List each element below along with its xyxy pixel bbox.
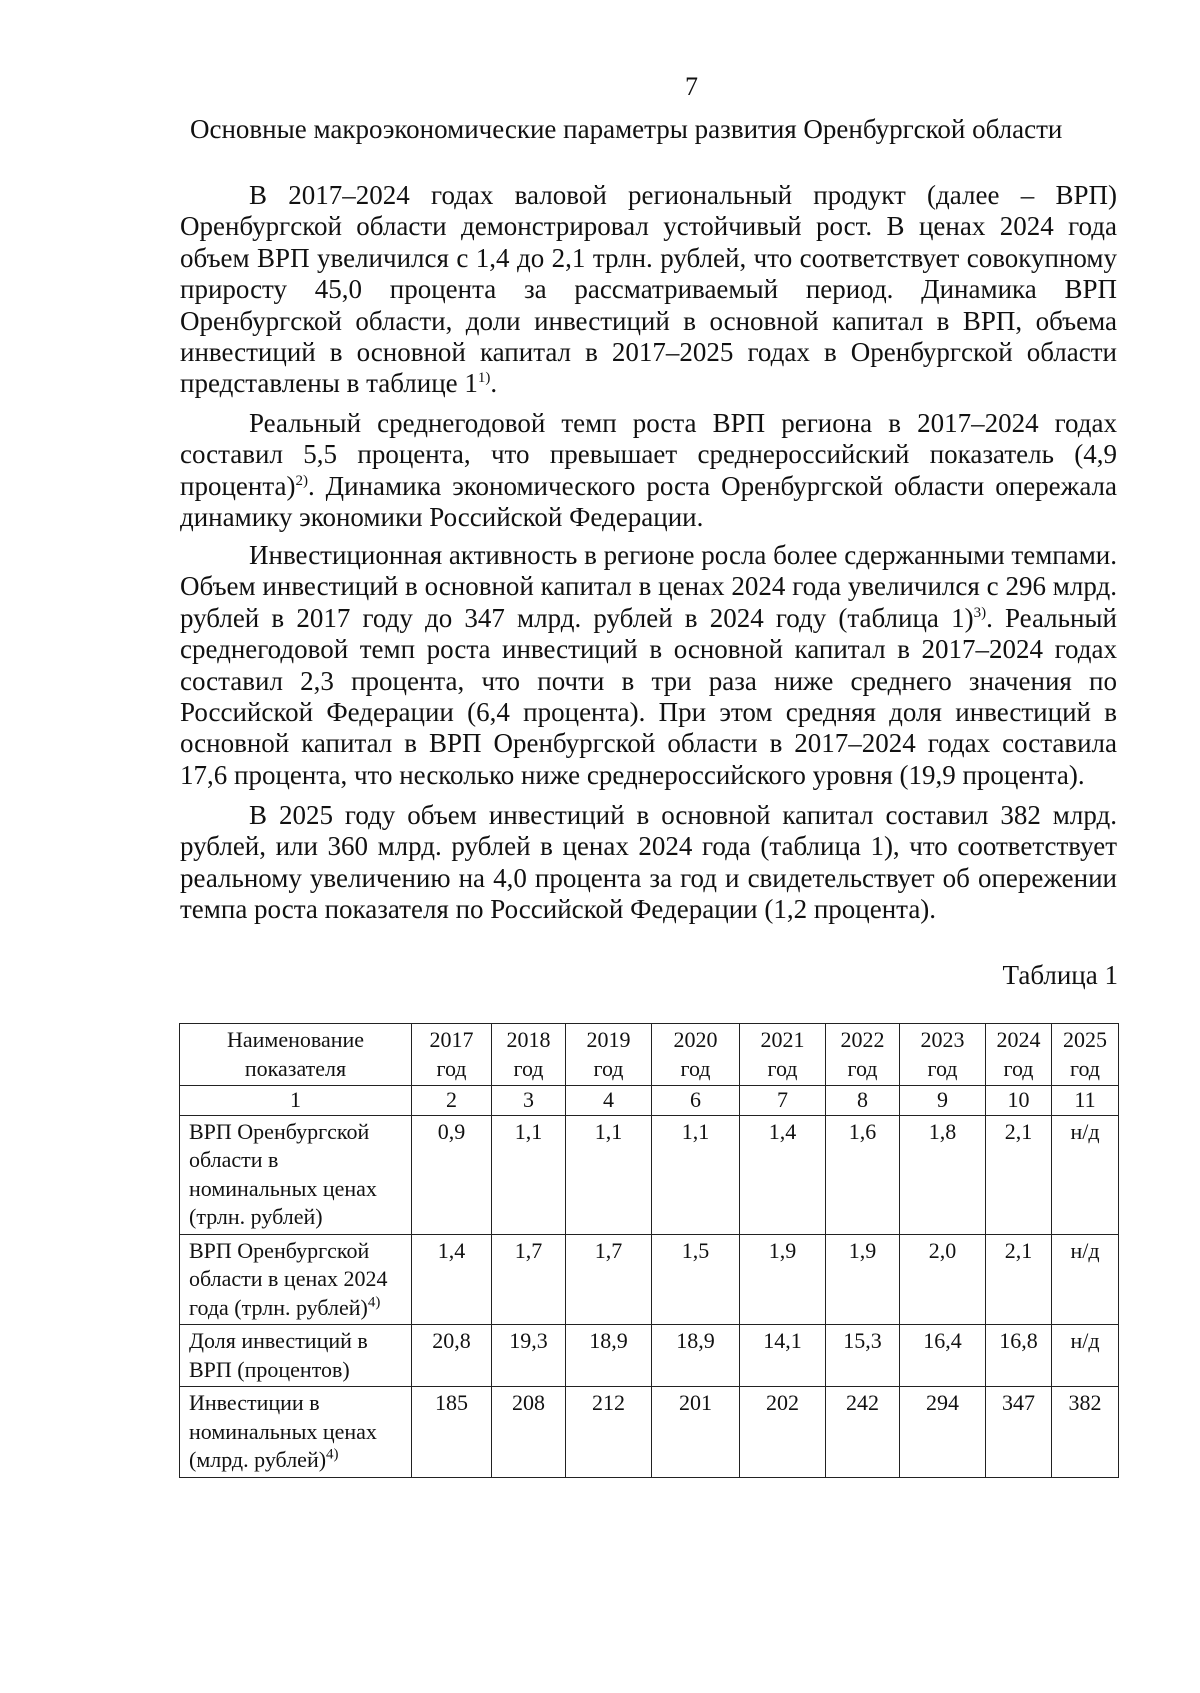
table-cell: 1,1 <box>652 1115 740 1234</box>
table-cell: н/д <box>1052 1234 1119 1325</box>
table-cell: 18,9 <box>652 1325 740 1387</box>
footnote-ref: 4) <box>326 1446 339 1463</box>
table-cell: 294 <box>900 1387 986 1478</box>
table-caption: Таблица 1 <box>1002 960 1118 990</box>
paragraph-text: Инвестиционная активность в регионе росла более сдержанными темпами. Объем инвестиций в основной капитал в ценах 2024 года увеличился с 296 млрд. рублей в 2017 году до 347 млрд. рублей в 2024 году (таблица 1) <box>180 540 1117 633</box>
header-cell-year: 2021 год <box>740 1024 826 1086</box>
column-number: 6 <box>652 1086 740 1116</box>
table-cell: 19,3 <box>492 1325 566 1387</box>
table-cell: н/д <box>1052 1115 1119 1234</box>
row-label <box>180 1234 412 1325</box>
table-cell: 1,1 <box>492 1115 566 1234</box>
footnote-ref: 2) <box>295 472 308 489</box>
table-cell: 202 <box>740 1387 826 1478</box>
header-cell-year: 2023 год <box>900 1024 986 1086</box>
footnote-ref: 4) <box>367 1294 381 1311</box>
header-cell-year: 2018 год <box>492 1024 566 1086</box>
table-cell: 2,1 <box>986 1234 1052 1325</box>
table-cell: 201 <box>652 1387 740 1478</box>
page-number: 7 <box>685 72 698 101</box>
table-cell: 16,8 <box>986 1325 1052 1387</box>
row-label <box>180 1387 412 1478</box>
header-cell-year: 2017 год <box>412 1024 492 1086</box>
row-label-text: ВРП Оренбургской области в ценах 2024 года (трлн. рублей) <box>189 1237 388 1320</box>
table-cell: 242 <box>826 1387 900 1478</box>
table-cell: 185 <box>412 1387 492 1478</box>
paragraph-1 <box>180 180 1117 400</box>
table-header-row <box>180 1024 1119 1086</box>
table-cell: 1,9 <box>826 1234 900 1325</box>
page-title: Основные макроэкономические параметры развития Оренбургской области <box>190 114 1063 144</box>
table-cell: 14,1 <box>740 1325 826 1387</box>
row-label-text: Инвестиции в номинальных ценах (млрд. рублей) <box>189 1390 377 1472</box>
column-number: 7 <box>740 1086 826 1116</box>
indicators-table <box>179 1023 1119 1478</box>
paragraph-2 <box>180 408 1117 534</box>
footnote-ref: 1) <box>477 370 491 387</box>
table-cell: 1,7 <box>492 1234 566 1325</box>
table-cell: 20,8 <box>412 1325 492 1387</box>
table-cell: 1,4 <box>740 1115 826 1234</box>
table-cell: 1,6 <box>826 1115 900 1234</box>
table-cell: 1,5 <box>652 1234 740 1325</box>
column-number: 10 <box>986 1086 1052 1116</box>
table-cell: 347 <box>986 1387 1052 1478</box>
column-number: 9 <box>900 1086 986 1116</box>
paragraph-3 <box>180 540 1117 791</box>
header-cell-name: Наименование показателя <box>180 1024 412 1086</box>
table-cell: 1,7 <box>566 1234 652 1325</box>
table-cell: 18,9 <box>566 1325 652 1387</box>
row-label <box>180 1325 412 1387</box>
table-row <box>180 1387 1119 1478</box>
table-cell: 16,4 <box>900 1325 986 1387</box>
table-row <box>180 1234 1119 1325</box>
table-cell: н/д <box>1052 1325 1119 1387</box>
row-label <box>180 1115 412 1234</box>
column-number: 3 <box>492 1086 566 1116</box>
table-row <box>180 1325 1119 1387</box>
paragraph-text: Реальный среднегодовой темп роста ВРП региона в 2017–2024 годах составил 5,5 процента, что превышает среднероссийский показатель (4,9 процента) <box>180 408 1117 501</box>
paragraph-text: В 2017–2024 годах валовой региональный продукт (далее – ВРП) Оренбургской области демонстрировал устойчивый рост. В ценах 2024 года объем ВРП увеличился с 1,4 до 2,1 трлн. рублей, что соответствует совокупному приросту 45,0 процента за рассматриваемый период. Динамика ВРП Оренбургской области, доли инвестиций в основной капитал в ВРП, объема инвестиций в основной капитал в 2017–2025 годах в Оренбургской области представлены в таблице 1 <box>180 180 1117 399</box>
paragraph-text: В 2025 году объем инвестиций в основной капитал составил 382 млрд. рублей, или 360 млрд. рублей в ценах 2024 года (таблица 1), что соответствует реальному увеличению на 4,0 процента за год и свидетельствует об опережении темпа роста показателя по Российской Федерации (1,2 процента). <box>180 800 1117 925</box>
paragraph-4 <box>180 800 1117 926</box>
paragraph-tail: . Динамика экономического роста Оренбургской области опережала динамику экономики Российской Федерации. <box>180 470 1117 533</box>
table-cell: 2,1 <box>986 1115 1052 1234</box>
header-cell-year: 2024 год <box>986 1024 1052 1086</box>
table-cell: 1,9 <box>740 1234 826 1325</box>
paragraph-tail: . Реальный среднегодовой темп роста инвестиций в основной капитал в 2017–2024 годах составил 2,3 процента, что почти в три раза ниже среднего значения по Российской Федерации (6,4 процента). При этом средняя доля инвестиций в основной капитал в ВРП Оренбургской области в 2017–2024 годах составила 17,6 процента, что несколько ниже среднероссийского уровня (19,9 процента). <box>180 602 1117 790</box>
table-cell: 1,8 <box>900 1115 986 1234</box>
table-cell: 208 <box>492 1387 566 1478</box>
table-cell: 212 <box>566 1387 652 1478</box>
table-cell: 1,1 <box>566 1115 652 1234</box>
header-cell-year: 2022 год <box>826 1024 900 1086</box>
column-number: 11 <box>1052 1086 1119 1116</box>
column-number: 1 <box>180 1086 412 1116</box>
column-number: 2 <box>412 1086 492 1116</box>
column-number-row <box>180 1086 1119 1116</box>
header-cell-year: 2025 год <box>1052 1024 1119 1086</box>
header-cell-year: 2020 год <box>652 1024 740 1086</box>
column-number: 8 <box>826 1086 900 1116</box>
row-label-text: ВРП Оренбургской области в номинальных ценах (трлн. рублей) <box>189 1118 377 1229</box>
table-cell: 1,4 <box>412 1234 492 1325</box>
table-cell: 15,3 <box>826 1325 900 1387</box>
table-row <box>180 1115 1119 1234</box>
row-label-text: Доля инвестиций в ВРП (процентов) <box>189 1328 368 1382</box>
paragraph-tail: . <box>490 368 498 399</box>
table-cell: 382 <box>1052 1387 1119 1478</box>
footnote-ref: 3) <box>973 604 987 621</box>
header-cell-year: 2019 год <box>566 1024 652 1086</box>
table-cell: 0,9 <box>412 1115 492 1234</box>
table-cell: 2,0 <box>900 1234 986 1325</box>
column-number: 4 <box>566 1086 652 1116</box>
